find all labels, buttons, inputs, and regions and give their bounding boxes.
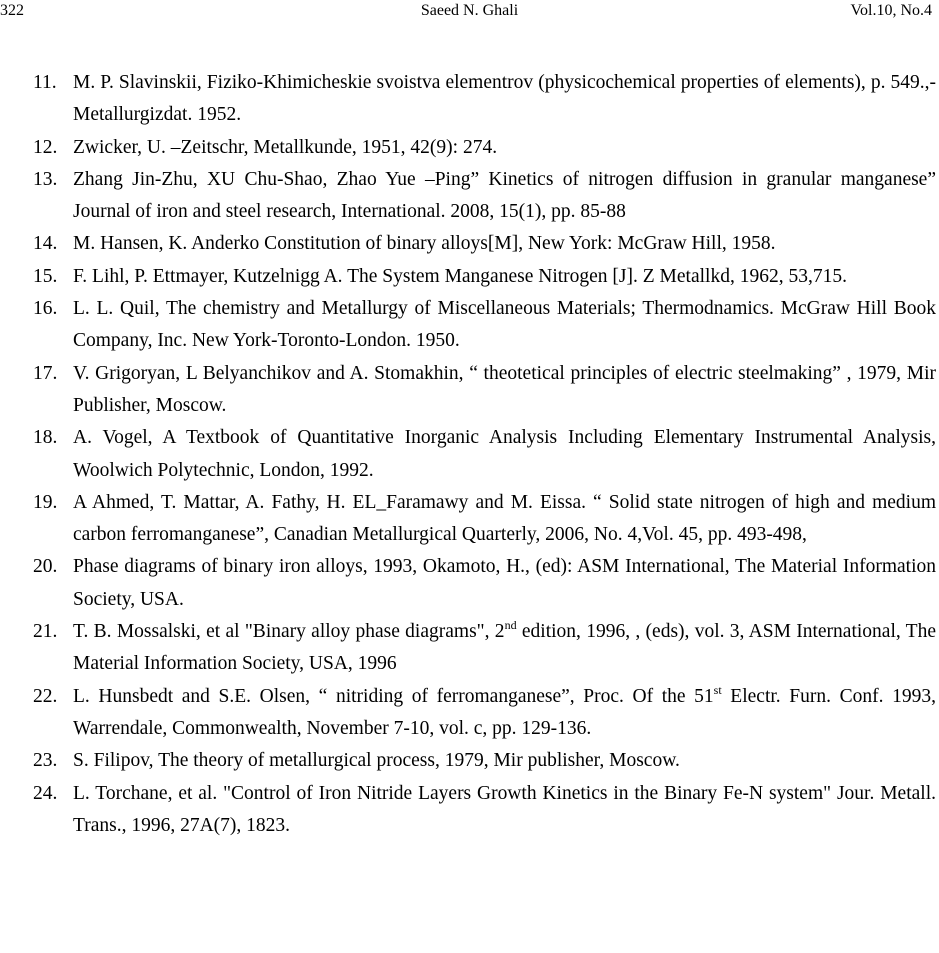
reference-text-part: edition, 1996, , (eds), vol. 3, ASM International, The Material Information Society, USA, 1996: [73, 621, 936, 675]
reference-item: [33, 261, 936, 293]
running-header: [0, 0, 939, 24]
reference-text: A. Vogel, A Textbook of Quantitative Inorganic Analysis Including Elementary Instrumental Analysis, Woolwich Polytechnic, London, 1992.: [73, 427, 936, 481]
reference-text: S. Filipov, The theory of metallurgical process, 1979, Mir publisher, Moscow.: [73, 750, 680, 772]
reference-number: 24.: [33, 782, 58, 804]
reference-text: [73, 618, 936, 675]
reference-number: 16.: [33, 298, 58, 320]
reference-number: 11.: [33, 72, 57, 93]
reference-item: [33, 778, 936, 843]
reference-text: M. P. Slavinskii, Fiziko-Khimicheskie svoistva elementrov (physicochemical properties of elements), p. 549.,-Metallurgizdat. 1952.: [73, 72, 936, 126]
reference-number: 17.: [33, 362, 58, 384]
reference-item: [33, 616, 936, 681]
reference-number: 20.: [33, 556, 58, 578]
reference-number: 14.: [33, 233, 58, 255]
reference-number: 13.: [33, 168, 58, 190]
reference-text-part: L. Hunsbedt and S.E. Olsen, “ nitriding of ferromanganese”, Proc. Of the 51: [73, 685, 714, 707]
reference-number: 19.: [33, 491, 58, 513]
ordinal-suffix: nd: [504, 618, 517, 633]
reference-text: L. L. Quil, The chemistry and Metallurgy of Miscellaneous Materials; Thermodnamics. McGraw Hill Book Company, Inc. New York-Toronto-London. 1950.: [73, 298, 936, 352]
reference-text: M. Hansen, K. Anderko Constitution of binary alloys[M], New York: McGraw Hill, 1958.: [73, 233, 776, 255]
reference-text: L. Torchane, et al. "Control of Iron Nitride Layers Growth Kinetics in the Binary Fe-N system" Jour. Metall. Trans., 1996, 27A(7), 1823.: [73, 782, 936, 836]
reference-text: V. Grigoryan, L Belyanchikov and A. Stomakhin, “ theotetical principles of electric steelmaking” , 1979, Mir Publisher, Moscow.: [73, 362, 936, 416]
reference-item: [33, 132, 936, 164]
reference-item: [33, 358, 936, 423]
reference-item: [33, 228, 936, 260]
reference-text: F. Lihl, P. Ettmayer, Kutzelnigg A. The System Manganese Nitrogen [J]. Z Metallkd, 1962, 53,715.: [73, 265, 847, 287]
reference-item: [33, 164, 936, 229]
reference-text: [73, 682, 936, 739]
reference-list: [33, 67, 936, 842]
reference-item: [33, 293, 936, 358]
reference-number: 18.: [33, 427, 58, 449]
reference-number: 12.: [33, 136, 58, 158]
reference-item: [33, 487, 936, 552]
reference-text-part: Electr. Furn. Conf. 1993, Warrendale, Commonwealth, November 7-10, vol. c, pp. 129-136.: [73, 685, 936, 739]
reference-item: [33, 745, 936, 777]
reference-item: [33, 67, 936, 132]
reference-number: 23.: [33, 750, 58, 772]
reference-text: Phase diagrams of binary iron alloys, 1993, Okamoto, H., (ed): ASM International, The Material Information Society, USA.: [73, 556, 936, 610]
reference-number: 15.: [33, 265, 58, 287]
reference-item: [33, 551, 936, 616]
reference-text: Zhang Jin-Zhu, XU Chu-Shao, Zhao Yue –Ping” Kinetics of nitrogen diffusion in granular manganese” Journal of iron and steel research, International. 2008, 15(1), pp. 85-88: [73, 168, 936, 223]
reference-item: [33, 422, 936, 487]
reference-item: [33, 681, 936, 746]
ordinal-suffix: st: [713, 682, 722, 697]
reference-text-part: T. B. Mossalski, et al "Binary alloy phase diagrams", 2: [73, 621, 505, 643]
reference-text: A Ahmed, T. Mattar, A. Fathy, H. EL_Faramawy and M. Eissa. “ Solid state nitrogen of high and medium carbon ferromanganese”, Canadian Metallurgical Quarterly, 2006, No. 4,Vol. 45, pp. 493-498,: [73, 491, 936, 546]
page-number: 322: [0, 2, 24, 19]
running-author: Saeed N. Ghali: [420, 2, 519, 19]
volume-issue: Vol.10, No.4: [850, 2, 932, 19]
reference-number: 22.: [33, 685, 58, 707]
reference-text: Zwicker, U. –Zeitschr, Metallkunde, 1951, 42(9): 274.: [73, 136, 498, 158]
reference-number: 21.: [33, 621, 58, 643]
